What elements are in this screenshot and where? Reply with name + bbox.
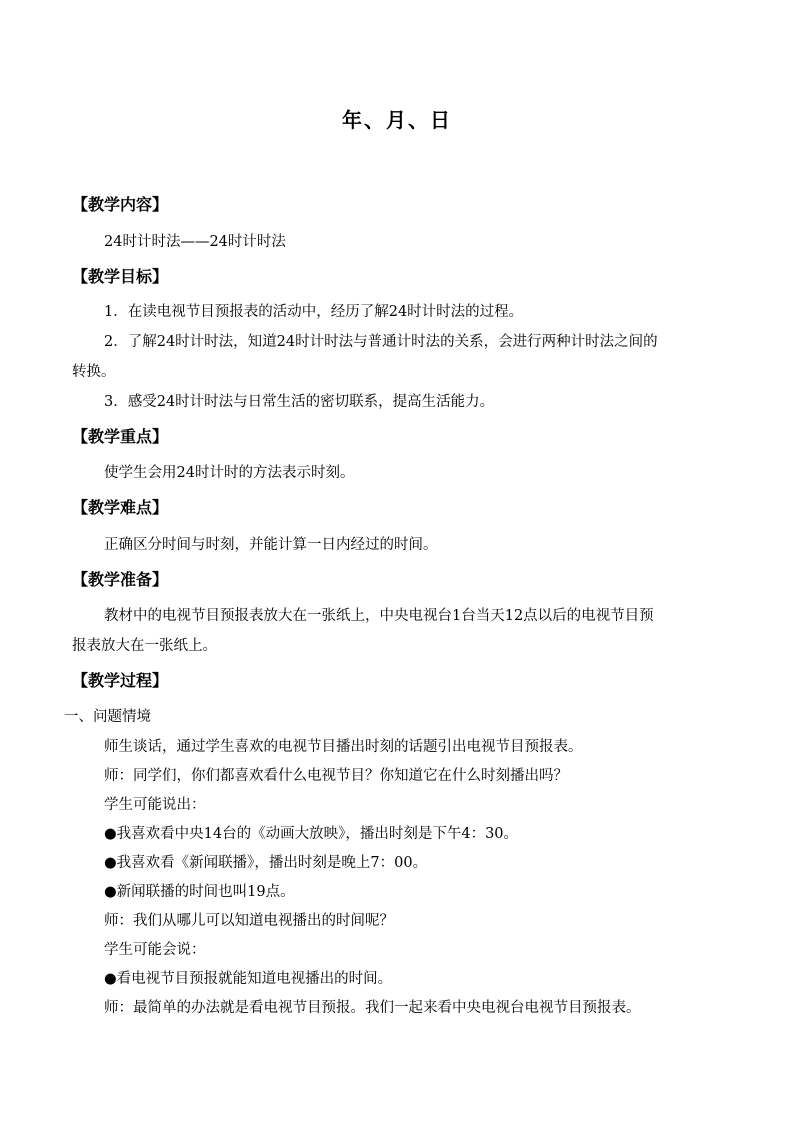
heading-teaching-content: 【教学内容】 bbox=[72, 195, 169, 214]
process-line-4: ●我喜欢看中央14台的《动画大放映》，播出时刻是下午4：30。 bbox=[104, 826, 519, 842]
heading-preparation: 【教学准备】 bbox=[72, 570, 169, 589]
process-subheading: 一、问题情境 bbox=[64, 709, 151, 725]
process-line-1: 师生谈话，通过学生喜欢的电视节目播出时刻的话题引出电视节目预报表。 bbox=[104, 739, 583, 755]
process-line-2: 师：同学们，你们都喜欢看什么电视节目？你知道它在什么时刻播出吗？ bbox=[104, 768, 568, 784]
preparation-line-2: 报表放大在一张纸上。 bbox=[72, 638, 217, 654]
process-line-8: 学生可能会说： bbox=[104, 942, 206, 958]
goal-item-2-continued: 转换。 bbox=[72, 364, 116, 380]
difficulties-text: 正确区分时间与时刻，并能计算一日内经过的时间。 bbox=[104, 537, 438, 553]
process-line-5: ●我喜欢看《新闻联播》，播出时刻是晚上7：00。 bbox=[104, 855, 428, 871]
key-points-text: 使学生会用24时计时的方法表示时刻。 bbox=[104, 465, 355, 481]
heading-process: 【教学过程】 bbox=[72, 671, 169, 690]
goal-item-1: 1．在读电视节目预报表的活动中，经历了解24时计时法的过程。 bbox=[104, 304, 524, 320]
preparation-line-1: 教材中的电视节目预报表放大在一张纸上，中央电视台1台当天12点以后的电视节目预 bbox=[104, 608, 654, 624]
goal-item-2: 2．了解24时计时法，知道24时计时法与普通计时法的关系，会进行两种计时法之间的 bbox=[104, 334, 658, 350]
process-line-7: 师：我们从哪儿可以知道电视播出的时间呢？ bbox=[104, 913, 394, 929]
goal-item-3: 3．感受24时计时法与日常生活的密切联系，提高生活能力。 bbox=[104, 394, 495, 410]
heading-teaching-goals: 【教学目标】 bbox=[72, 267, 169, 286]
process-line-6: ●新闻联播的时间也叫19点。 bbox=[104, 884, 295, 900]
heading-difficulties: 【教学难点】 bbox=[72, 498, 169, 517]
teaching-content-text: 24时计时法——24时计时法 bbox=[104, 234, 286, 250]
process-line-9: ●看电视节目预报就能知道电视播出的时间。 bbox=[104, 971, 393, 987]
process-line-3: 学生可能说出： bbox=[104, 797, 206, 813]
page-title: 年、月、日 bbox=[342, 108, 452, 132]
process-line-10: 师：最简单的办法就是看电视节目预报。我们一起来看中央电视台电视节目预报表。 bbox=[104, 1000, 641, 1016]
heading-key-points: 【教学重点】 bbox=[72, 427, 169, 446]
